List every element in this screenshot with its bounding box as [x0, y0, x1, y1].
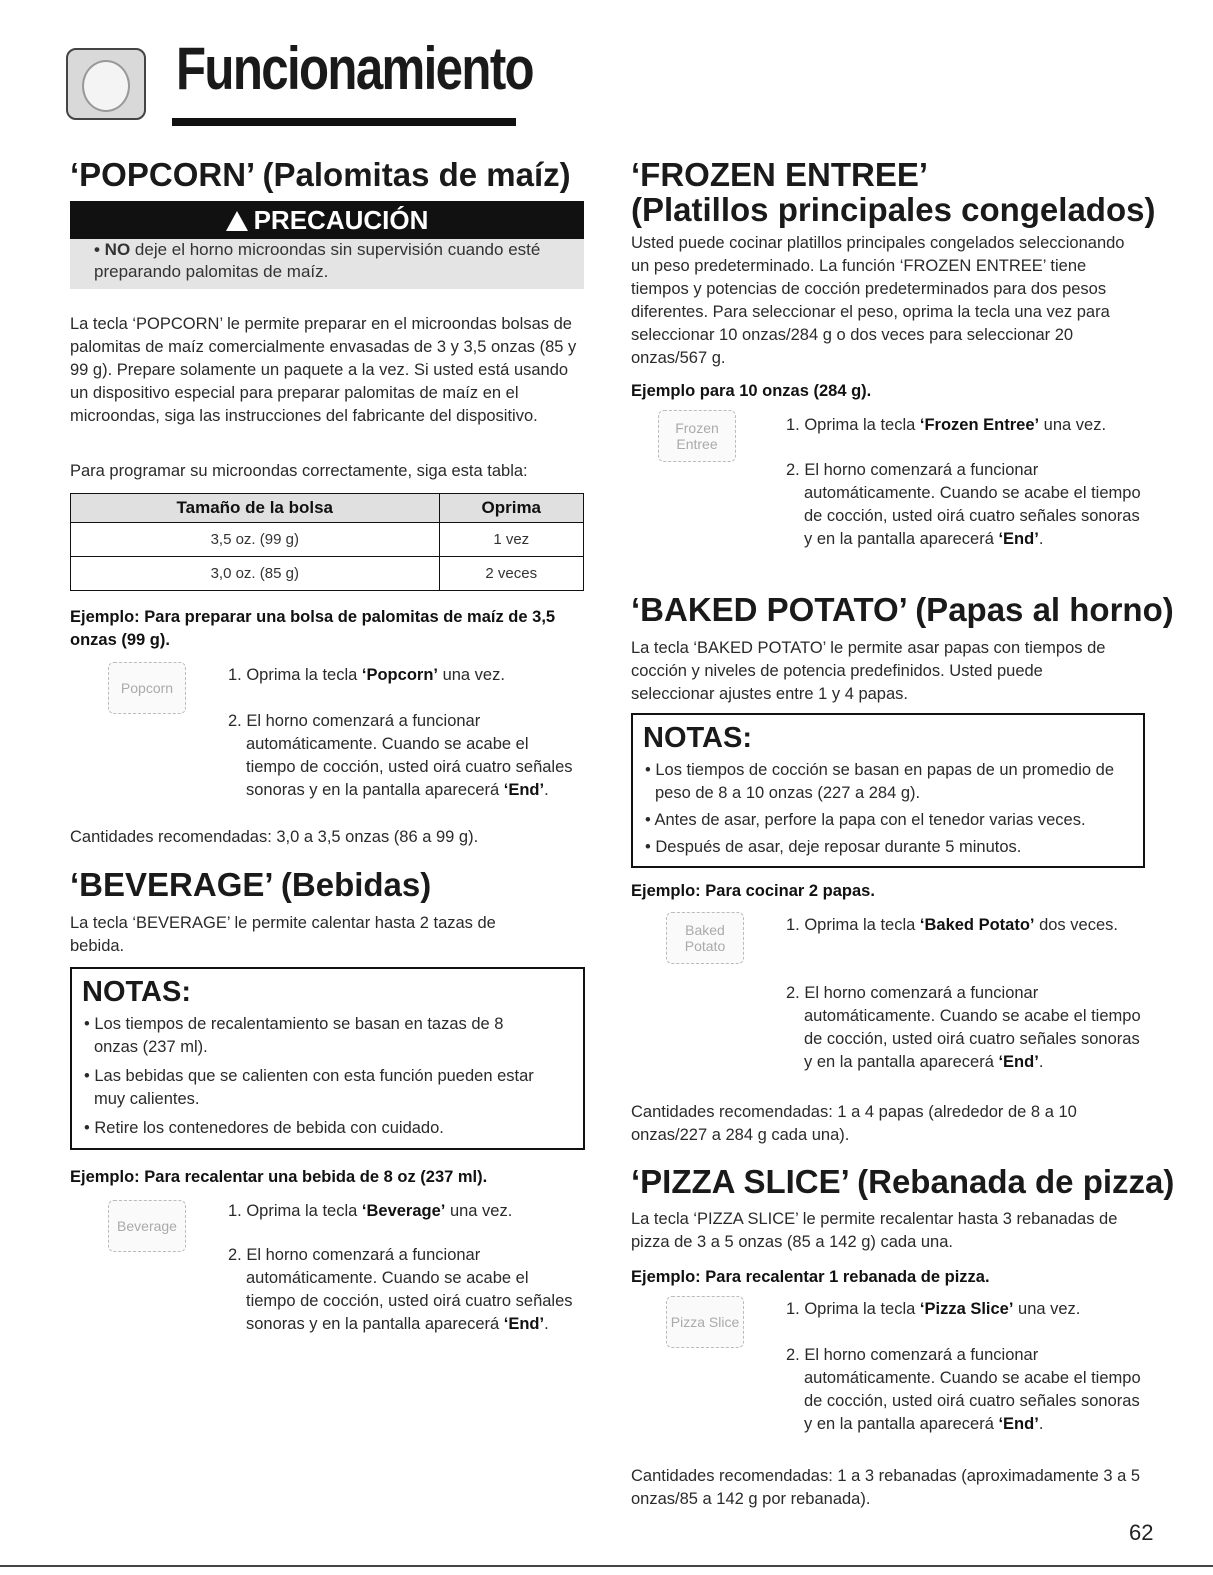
step-text: 2. El horno comenzará a funcionar automáticamente. Cuando se acabe el tiempo de cocción, usted oirá cuatro señales sonoras y en la pantalla aparecerá — [786, 461, 1141, 548]
table-cell: 3,5 oz. (99 g) — [71, 523, 440, 557]
note-item: • Retire los contenedores de bebida con cuidado. — [82, 1117, 583, 1140]
table-cell: 3,0 oz. (85 g) — [71, 557, 440, 591]
baked-potato-key: Baked Potato — [666, 912, 744, 964]
step-text: . — [1038, 530, 1044, 548]
beverage-example: Ejemplo: Para recalentar una bebida de 8 oz (237 ml). — [70, 1168, 488, 1186]
pizza-step1 — [786, 1298, 1146, 1321]
step-end-label: ‘End’ — [503, 781, 545, 799]
table-row — [71, 557, 584, 591]
note-item: • Después de asar, deje reposar durante 5 minutos. — [643, 836, 1143, 859]
page-title: Funcionamiento — [176, 35, 533, 102]
table-header: Tamaño de la bolsa — [71, 494, 440, 523]
page-number: 62 — [1129, 1520, 1154, 1545]
step-key-name: ‘Baked Potato’ — [919, 916, 1035, 934]
step-text: 1. Oprima la tecla — [786, 416, 920, 434]
step-text: 2. El horno comenzará a funcionar automáticamente. Cuando se acabe el tiempo de cocción, usted oirá cuatro señales sonoras y en la pantalla aparecerá — [228, 712, 573, 799]
step-end-label: ‘End’ — [998, 1053, 1039, 1071]
caution-header — [70, 201, 584, 239]
note-item: • Las bebidas que se calienten con esta función pueden estar muy calientes. — [82, 1065, 554, 1111]
table-row — [71, 523, 584, 557]
popcorn-step2 — [228, 710, 576, 802]
step-text: 2. El horno comenzará a funcionar automáticamente. Cuando se acabe el tiempo de cocción, usted oirá cuatro señales sonoras y en la pantalla aparecerá — [786, 984, 1141, 1071]
step-text: dos veces. — [1034, 916, 1118, 934]
frozen-example: Ejemplo para 10 onzas (284 g). — [631, 382, 872, 400]
step-text: 1. Oprima la tecla — [786, 1300, 920, 1318]
note-item: • Antes de asar, perfore la papa con el tenedor varias veces. — [643, 809, 1143, 832]
beverage-step1 — [228, 1200, 568, 1223]
popcorn-table-intro: Para programar su microondas correctamente, siga esta tabla: — [70, 462, 528, 480]
title-underline — [172, 118, 516, 126]
caution-body — [70, 239, 584, 289]
note-item: • Los tiempos de recalentamiento se basan en tazas de 8 onzas (237 ml). — [82, 1013, 534, 1059]
step-end-label: ‘End’ — [998, 1415, 1039, 1433]
step-text: una vez. — [1039, 416, 1107, 434]
caution-text: deje el horno microondas sin supervisión cuando esté preparando palomitas de maíz. — [94, 240, 541, 281]
table-cell: 2 veces — [439, 557, 583, 591]
frozen-step2 — [786, 459, 1149, 551]
step-key-name: ‘Beverage’ — [361, 1202, 446, 1220]
pizza-recommended: Cantidades recomendadas: 1 a 3 rebanadas (aproximadamente 3 a 5 onzas/85 a 142 g por rebanada). — [631, 1467, 1141, 1508]
step-text: . — [544, 781, 549, 799]
notes-title: NOTAS: — [643, 722, 753, 754]
step-text: 2. El horno comenzará a funcionar automáticamente. Cuando se acabe el tiempo de cocción, usted oirá cuatro señales sonoras y en la pantalla aparecerá — [786, 1346, 1141, 1433]
step-text: una vez. — [445, 1202, 513, 1220]
step-key-name: ‘Pizza Slice’ — [919, 1300, 1014, 1318]
beverage-heading: ‘BEVERAGE’ (Bebidas) — [70, 866, 432, 903]
popcorn-step1 — [228, 664, 568, 687]
pizza-intro: La tecla ‘PIZZA SLICE’ le permite recalentar hasta 3 rebanadas de pizza de 3 a 5 onzas (85 a 142 g) cada una. — [631, 1210, 1118, 1251]
step-text: una vez. — [1013, 1300, 1081, 1318]
frozen-intro: Usted puede cocinar platillos principales congelados seleccionando un peso predeterminado. La función ‘FROZEN ENTREE’ tiene tiempos y potencias de cocción predeterminados para dos pesos diferentes. Para seleccionar el peso, oprima la tecla una vez para seleccionar 10 onzas/284 g o dos veces para seleccionar 20 onzas/567 g. — [631, 234, 1125, 367]
potato-example: Ejemplo: Para cocinar 2 papas. — [631, 882, 875, 900]
popcorn-intro: La tecla ‘POPCORN’ le permite preparar en el microondas bolsas de palomitas de maíz comercialmente envasadas de 3 y 3,5 onzas (85 y 99 g). Prepare solamente un paquete a la vez. Si usted está usando un dispositivo especial para preparar palomitas de maíz en el microondas, siga las instrucciones del fabricante del dispositivo. — [70, 315, 577, 425]
popcorn-heading: ‘POPCORN’ (Palomitas de maíz) — [70, 156, 571, 193]
step-key-name: ‘Frozen Entree’ — [919, 416, 1040, 434]
beverage-key: Beverage — [108, 1200, 186, 1252]
table-cell: 1 vez — [439, 523, 583, 557]
step-text: . — [1038, 1053, 1044, 1071]
frozen-heading-line1: ‘FROZEN ENTREE’ — [631, 156, 929, 193]
step-text: 2. El horno comenzará a funcionar automáticamente. Cuando se acabe el tiempo de cocción, usted oirá cuatro señales sonoras y en la pantalla aparecerá — [228, 1246, 573, 1333]
pizza-slice-key: Pizza Slice — [666, 1296, 744, 1348]
step-text: 1. Oprima la tecla — [228, 1202, 362, 1220]
caution-title: PRECAUCIÓN — [253, 205, 429, 235]
pizza-heading: ‘PIZZA SLICE’ (Rebanada de pizza) — [631, 1163, 1175, 1200]
beverage-intro: La tecla ‘BEVERAGE’ le permite calentar hasta 2 tazas de bebida. — [70, 914, 496, 955]
note-item: • Los tiempos de cocción se basan en papas de un promedio de peso de 8 a 10 onzas (227 a 284 g). — [643, 759, 1135, 805]
step-text: una vez. — [437, 666, 505, 684]
step-text: . — [1038, 1415, 1044, 1433]
table-header: Oprima — [439, 494, 583, 523]
pizza-step2 — [786, 1344, 1149, 1436]
caution-bold: • NO — [94, 240, 131, 259]
step-end-label: ‘End’ — [998, 530, 1039, 548]
dial-icon — [66, 48, 146, 120]
step-text: . — [544, 1315, 549, 1333]
potato-intro: La tecla ‘BAKED POTATO’ le permite asar papas con tiempos de cocción y niveles de potencia predefinidos. Usted puede seleccionar ajustes entre 1 y 4 papas. — [631, 639, 1106, 703]
popcorn-example: Ejemplo: Para preparar una bolsa de palomitas de maíz de 3,5 onzas (99 g). — [70, 608, 556, 649]
bottom-rule — [0, 1565, 1213, 1567]
frozen-entree-key: Frozen Entree — [658, 410, 736, 462]
step-text: 1. Oprima la tecla — [786, 916, 920, 934]
step-key-name: ‘Popcorn’ — [361, 666, 438, 684]
popcorn-key: Popcorn — [108, 662, 186, 714]
step-text: 1. Oprima la tecla — [228, 666, 362, 684]
frozen-heading-line2: (Platillos principales congelados) — [631, 191, 1156, 228]
beverage-notes — [70, 967, 585, 1150]
popcorn-table — [70, 493, 584, 591]
popcorn-recommended: Cantidades recomendadas: 3,0 a 3,5 onzas (86 a 99 g). — [70, 828, 479, 846]
beverage-step2 — [228, 1244, 576, 1336]
warning-icon — [226, 211, 248, 231]
potato-step1 — [786, 914, 1134, 937]
potato-notes — [631, 713, 1145, 868]
potato-step2 — [786, 982, 1149, 1074]
potato-heading: ‘BAKED POTATO’ (Papas al horno) — [631, 591, 1174, 628]
notes-title: NOTAS: — [82, 976, 192, 1008]
step-end-label: ‘End’ — [503, 1315, 545, 1333]
pizza-example: Ejemplo: Para recalentar 1 rebanada de pizza. — [631, 1268, 990, 1286]
potato-recommended: Cantidades recomendadas: 1 a 4 papas (alrededor de 8 a 10 onzas/227 a 284 g cada una). — [631, 1103, 1077, 1144]
frozen-step1 — [786, 414, 1146, 437]
